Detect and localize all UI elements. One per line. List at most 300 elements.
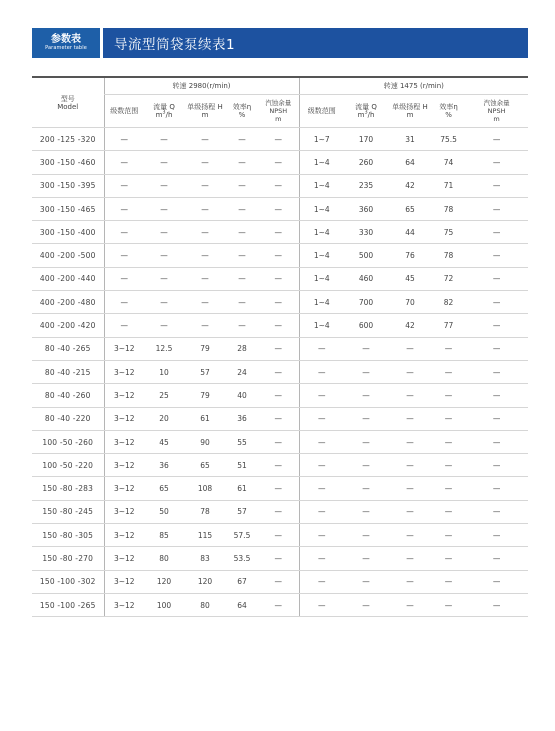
value-cell: — — [226, 267, 258, 290]
value-cell: — — [388, 337, 432, 360]
value-cell: — — [144, 197, 184, 220]
title-bar — [103, 28, 528, 58]
table-row — [32, 337, 528, 360]
value-cell: 31 — [388, 128, 432, 151]
value-cell: — — [465, 593, 528, 616]
value-cell: 1~4 — [299, 291, 344, 314]
value-cell: — — [344, 500, 388, 523]
value-cell: 45 — [144, 430, 184, 453]
flow-header — [344, 95, 388, 128]
value-cell: 1~7 — [299, 128, 344, 151]
value-cell: — — [465, 337, 528, 360]
value-cell: — — [432, 454, 465, 477]
value-cell: — — [226, 128, 258, 151]
value-cell: — — [465, 360, 528, 383]
value-cell: 3~12 — [104, 407, 144, 430]
value-cell: — — [226, 291, 258, 314]
model-cell: 100 -50 -260 — [32, 430, 104, 453]
value-cell: — — [299, 593, 344, 616]
parameter-table-tag — [32, 28, 100, 58]
value-cell: — — [184, 314, 226, 337]
value-cell: — — [344, 454, 388, 477]
value-cell: — — [465, 197, 528, 220]
value-cell: — — [388, 547, 432, 570]
npsh-header-en: NPSH — [269, 107, 288, 115]
table-row — [32, 267, 528, 290]
value-cell: — — [432, 477, 465, 500]
head-header — [388, 95, 432, 128]
value-cell: 360 — [344, 197, 388, 220]
model-cell: 300 -150 -395 — [32, 174, 104, 197]
value-cell: — — [344, 384, 388, 407]
value-cell: — — [104, 314, 144, 337]
value-cell: — — [299, 407, 344, 430]
value-cell: — — [432, 524, 465, 547]
value-cell: — — [344, 593, 388, 616]
value-cell: 40 — [226, 384, 258, 407]
table-row — [32, 570, 528, 593]
value-cell: — — [226, 197, 258, 220]
table-body — [32, 128, 528, 617]
value-cell: 44 — [388, 221, 432, 244]
value-cell: — — [184, 197, 226, 220]
value-cell: — — [465, 430, 528, 453]
value-cell: — — [299, 500, 344, 523]
efficiency-header-label: 效率η — [439, 103, 458, 111]
value-cell: — — [226, 151, 258, 174]
table-row — [32, 384, 528, 407]
value-cell: — — [344, 430, 388, 453]
value-cell: 3~12 — [104, 524, 144, 547]
value-cell: — — [432, 547, 465, 570]
value-cell: 1~4 — [299, 174, 344, 197]
flow-unit-m: m — [357, 111, 365, 119]
value-cell: — — [104, 291, 144, 314]
value-cell: 83 — [184, 547, 226, 570]
value-cell: — — [104, 244, 144, 267]
value-cell: 78 — [432, 197, 465, 220]
value-cell: — — [144, 314, 184, 337]
value-cell: — — [299, 430, 344, 453]
table-row — [32, 221, 528, 244]
model-cell: 200 -125 -320 — [32, 128, 104, 151]
value-cell: 70 — [388, 291, 432, 314]
value-cell: 700 — [344, 291, 388, 314]
model-header-cn: 型号 — [60, 94, 75, 103]
efficiency-header — [226, 95, 258, 128]
flow-unit-h: /h — [367, 111, 375, 119]
value-cell: 115 — [184, 524, 226, 547]
value-cell: — — [299, 337, 344, 360]
value-cell: 460 — [344, 267, 388, 290]
value-cell: 51 — [226, 454, 258, 477]
value-cell: — — [258, 151, 299, 174]
value-cell: — — [388, 593, 432, 616]
value-cell: 76 — [388, 244, 432, 267]
model-cell: 150 -80 -245 — [32, 500, 104, 523]
value-cell: 57 — [184, 360, 226, 383]
head-unit: m — [406, 111, 414, 119]
value-cell: — — [104, 197, 144, 220]
value-cell: — — [258, 547, 299, 570]
value-cell: 79 — [184, 384, 226, 407]
value-cell: 1~4 — [299, 314, 344, 337]
value-cell: — — [432, 337, 465, 360]
value-cell: — — [104, 174, 144, 197]
value-cell: — — [258, 174, 299, 197]
value-cell: — — [258, 384, 299, 407]
value-cell: — — [432, 500, 465, 523]
value-cell: — — [465, 547, 528, 570]
value-cell: — — [465, 314, 528, 337]
value-cell: 71 — [432, 174, 465, 197]
value-cell: — — [299, 570, 344, 593]
table-row — [32, 524, 528, 547]
value-cell: — — [258, 314, 299, 337]
stages-header — [104, 95, 144, 128]
value-cell: 120 — [184, 570, 226, 593]
table-row — [32, 174, 528, 197]
head-header-label: 单级扬程 H — [187, 103, 223, 111]
value-cell: 61 — [226, 477, 258, 500]
value-cell: — — [388, 454, 432, 477]
table-row — [32, 197, 528, 220]
model-cell: 150 -80 -283 — [32, 477, 104, 500]
value-cell: — — [144, 221, 184, 244]
value-cell: — — [432, 570, 465, 593]
value-cell: — — [226, 314, 258, 337]
value-cell: 90 — [184, 430, 226, 453]
value-cell: 78 — [184, 500, 226, 523]
table-row — [32, 244, 528, 267]
value-cell: 108 — [184, 477, 226, 500]
value-cell: — — [144, 244, 184, 267]
value-cell: 100 — [144, 593, 184, 616]
value-cell: 57.5 — [226, 524, 258, 547]
value-cell: — — [104, 151, 144, 174]
value-cell: — — [388, 570, 432, 593]
value-cell: 82 — [432, 291, 465, 314]
value-cell: 80 — [184, 593, 226, 616]
value-cell: — — [104, 267, 144, 290]
npsh-unit: m — [275, 115, 282, 123]
value-cell: — — [344, 407, 388, 430]
value-cell: 3~12 — [104, 500, 144, 523]
value-cell: — — [226, 174, 258, 197]
value-cell: — — [344, 524, 388, 547]
value-cell: — — [299, 360, 344, 383]
stages-header — [299, 95, 344, 128]
value-cell: 53.5 — [226, 547, 258, 570]
tag-label-en: Parameter table — [45, 45, 87, 51]
value-cell: 1~4 — [299, 151, 344, 174]
value-cell: — — [432, 360, 465, 383]
value-cell: 64 — [388, 151, 432, 174]
value-cell: 170 — [344, 128, 388, 151]
value-cell: — — [184, 244, 226, 267]
value-cell: — — [465, 221, 528, 244]
value-cell: — — [299, 384, 344, 407]
table-row — [32, 547, 528, 570]
value-cell: — — [104, 221, 144, 244]
value-cell: — — [465, 454, 528, 477]
value-cell: 45 — [388, 267, 432, 290]
value-cell: 12.5 — [144, 337, 184, 360]
flow-header-label: 流量 Q — [153, 103, 175, 111]
value-cell: — — [432, 407, 465, 430]
value-cell: — — [388, 360, 432, 383]
value-cell: — — [388, 384, 432, 407]
model-cell: 300 -150 -465 — [32, 197, 104, 220]
value-cell: 330 — [344, 221, 388, 244]
value-cell: 1~4 — [299, 267, 344, 290]
value-cell: — — [388, 430, 432, 453]
value-cell: — — [258, 337, 299, 360]
value-cell: — — [144, 128, 184, 151]
value-cell: — — [258, 570, 299, 593]
value-cell: — — [344, 337, 388, 360]
value-cell: — — [144, 151, 184, 174]
value-cell: 79 — [184, 337, 226, 360]
value-cell: 55 — [226, 430, 258, 453]
value-cell: — — [258, 197, 299, 220]
flow-unit-h: /h — [165, 111, 173, 119]
section-header — [32, 28, 528, 58]
table-row — [32, 430, 528, 453]
model-cell: 300 -150 -400 — [32, 221, 104, 244]
model-cell: 400 -200 -440 — [32, 267, 104, 290]
value-cell: — — [184, 267, 226, 290]
value-cell: 3~12 — [104, 384, 144, 407]
value-cell: — — [258, 454, 299, 477]
npsh-header-en: NPSH — [487, 107, 506, 115]
value-cell: 500 — [344, 244, 388, 267]
value-cell: 77 — [432, 314, 465, 337]
model-cell: 150 -80 -305 — [32, 524, 104, 547]
efficiency-unit: % — [445, 111, 452, 119]
value-cell: 3~12 — [104, 360, 144, 383]
value-cell: — — [258, 221, 299, 244]
value-cell: — — [465, 174, 528, 197]
model-cell: 80 -40 -215 — [32, 360, 104, 383]
value-cell: — — [184, 174, 226, 197]
model-cell: 150 -100 -265 — [32, 593, 104, 616]
value-cell: 25 — [144, 384, 184, 407]
value-cell: — — [344, 477, 388, 500]
value-cell: — — [184, 128, 226, 151]
value-cell: — — [465, 291, 528, 314]
value-cell: — — [226, 221, 258, 244]
value-cell: — — [465, 267, 528, 290]
value-cell: 42 — [388, 314, 432, 337]
value-cell: 28 — [226, 337, 258, 360]
page-title: 导流型筒袋泵续表1 — [114, 37, 236, 53]
model-cell: 80 -40 -220 — [32, 407, 104, 430]
value-cell: — — [184, 221, 226, 244]
value-cell: — — [344, 547, 388, 570]
value-cell: — — [258, 500, 299, 523]
head-header-label: 单级扬程 H — [392, 103, 428, 111]
value-cell: 74 — [432, 151, 465, 174]
value-cell: — — [432, 384, 465, 407]
head-unit: m — [201, 111, 209, 119]
npsh-header — [258, 95, 299, 128]
flow-unit-m: m — [155, 111, 163, 119]
value-cell: — — [258, 477, 299, 500]
value-cell: — — [344, 360, 388, 383]
value-cell: — — [258, 128, 299, 151]
value-cell: 65 — [184, 454, 226, 477]
value-cell: 1~4 — [299, 244, 344, 267]
value-cell: 260 — [344, 151, 388, 174]
value-cell: — — [432, 430, 465, 453]
table-row — [32, 454, 528, 477]
value-cell: 235 — [344, 174, 388, 197]
value-cell: — — [388, 477, 432, 500]
speed-group-1475: 转速 1475 (r/min) — [299, 77, 528, 95]
table-row — [32, 360, 528, 383]
value-cell: 80 — [144, 547, 184, 570]
model-cell: 400 -200 -480 — [32, 291, 104, 314]
value-cell: — — [299, 547, 344, 570]
model-cell: 100 -50 -220 — [32, 454, 104, 477]
value-cell: 36 — [144, 454, 184, 477]
table-row — [32, 407, 528, 430]
value-cell: 20 — [144, 407, 184, 430]
npsh-header — [465, 95, 528, 128]
value-cell: 3~12 — [104, 430, 144, 453]
header-row-groups — [32, 77, 528, 95]
speed-group-2980: 转速 2980(r/min) — [104, 77, 299, 95]
model-cell: 300 -150 -460 — [32, 151, 104, 174]
value-cell: 3~12 — [104, 547, 144, 570]
value-cell: — — [144, 267, 184, 290]
value-cell: 24 — [226, 360, 258, 383]
value-cell: — — [465, 384, 528, 407]
model-header-en: Model — [57, 102, 79, 111]
value-cell: 10 — [144, 360, 184, 383]
value-cell: 67 — [226, 570, 258, 593]
table-row — [32, 151, 528, 174]
value-cell: 36 — [226, 407, 258, 430]
efficiency-header-label: 效率η — [232, 103, 252, 111]
value-cell: 64 — [226, 593, 258, 616]
value-cell: — — [388, 524, 432, 547]
value-cell: — — [465, 500, 528, 523]
value-cell: 61 — [184, 407, 226, 430]
value-cell: — — [344, 570, 388, 593]
value-cell: — — [226, 244, 258, 267]
npsh-unit: m — [493, 115, 500, 123]
value-cell: 78 — [432, 244, 465, 267]
value-cell: — — [258, 360, 299, 383]
table-row — [32, 314, 528, 337]
model-cell: 150 -80 -270 — [32, 547, 104, 570]
value-cell: 120 — [144, 570, 184, 593]
value-cell: — — [465, 151, 528, 174]
table-row — [32, 500, 528, 523]
model-cell: 400 -200 -500 — [32, 244, 104, 267]
value-cell: — — [465, 524, 528, 547]
value-cell: 65 — [388, 197, 432, 220]
value-cell: — — [388, 500, 432, 523]
npsh-header-label: 汽蚀余量 — [265, 99, 292, 107]
value-cell: 85 — [144, 524, 184, 547]
value-cell: — — [258, 430, 299, 453]
flow-header — [144, 95, 184, 128]
value-cell: 1~4 — [299, 221, 344, 244]
value-cell: 1~4 — [299, 197, 344, 220]
table-row — [32, 593, 528, 616]
npsh-header-label: 汽蚀余量 — [483, 99, 510, 107]
flow-unit-sup: 3 — [162, 109, 166, 116]
table-row — [32, 291, 528, 314]
efficiency-unit: % — [238, 111, 246, 119]
head-header — [184, 95, 226, 128]
model-header — [32, 77, 104, 128]
table-row — [32, 477, 528, 500]
value-cell: 3~12 — [104, 477, 144, 500]
flow-unit-sup: 3 — [364, 109, 368, 116]
model-cell: 80 -40 -260 — [32, 384, 104, 407]
value-cell: — — [465, 128, 528, 151]
value-cell: — — [388, 407, 432, 430]
value-cell: — — [432, 593, 465, 616]
value-cell: — — [299, 454, 344, 477]
value-cell: — — [299, 477, 344, 500]
efficiency-header — [432, 95, 465, 128]
value-cell: — — [258, 524, 299, 547]
value-cell: 72 — [432, 267, 465, 290]
model-cell: 150 -100 -302 — [32, 570, 104, 593]
value-cell: 3~12 — [104, 337, 144, 360]
value-cell: — — [258, 244, 299, 267]
value-cell: 75.5 — [432, 128, 465, 151]
value-cell: — — [184, 151, 226, 174]
value-cell: 3~12 — [104, 593, 144, 616]
stages-header-label: 级数范围 — [307, 107, 336, 115]
value-cell: 75 — [432, 221, 465, 244]
value-cell: — — [144, 174, 184, 197]
value-cell: — — [104, 128, 144, 151]
value-cell: — — [299, 524, 344, 547]
value-cell: 57 — [226, 500, 258, 523]
value-cell: 3~12 — [104, 454, 144, 477]
value-cell: — — [258, 593, 299, 616]
value-cell: — — [184, 291, 226, 314]
model-cell: 80 -40 -265 — [32, 337, 104, 360]
stages-header-label: 级数范围 — [110, 107, 139, 115]
tag-label-cn: 参数表 — [51, 34, 81, 45]
flow-header-label: 流量 Q — [355, 103, 377, 111]
parameter-table — [32, 76, 528, 617]
value-cell: — — [465, 407, 528, 430]
value-cell: — — [465, 570, 528, 593]
value-cell: — — [465, 244, 528, 267]
value-cell: 65 — [144, 477, 184, 500]
header-row-columns — [32, 95, 528, 128]
value-cell: — — [144, 291, 184, 314]
value-cell: — — [258, 267, 299, 290]
value-cell: 3~12 — [104, 570, 144, 593]
value-cell: — — [258, 291, 299, 314]
value-cell: 50 — [144, 500, 184, 523]
value-cell: — — [465, 477, 528, 500]
value-cell: 600 — [344, 314, 388, 337]
table-row — [32, 128, 528, 151]
value-cell: 42 — [388, 174, 432, 197]
value-cell: — — [258, 407, 299, 430]
